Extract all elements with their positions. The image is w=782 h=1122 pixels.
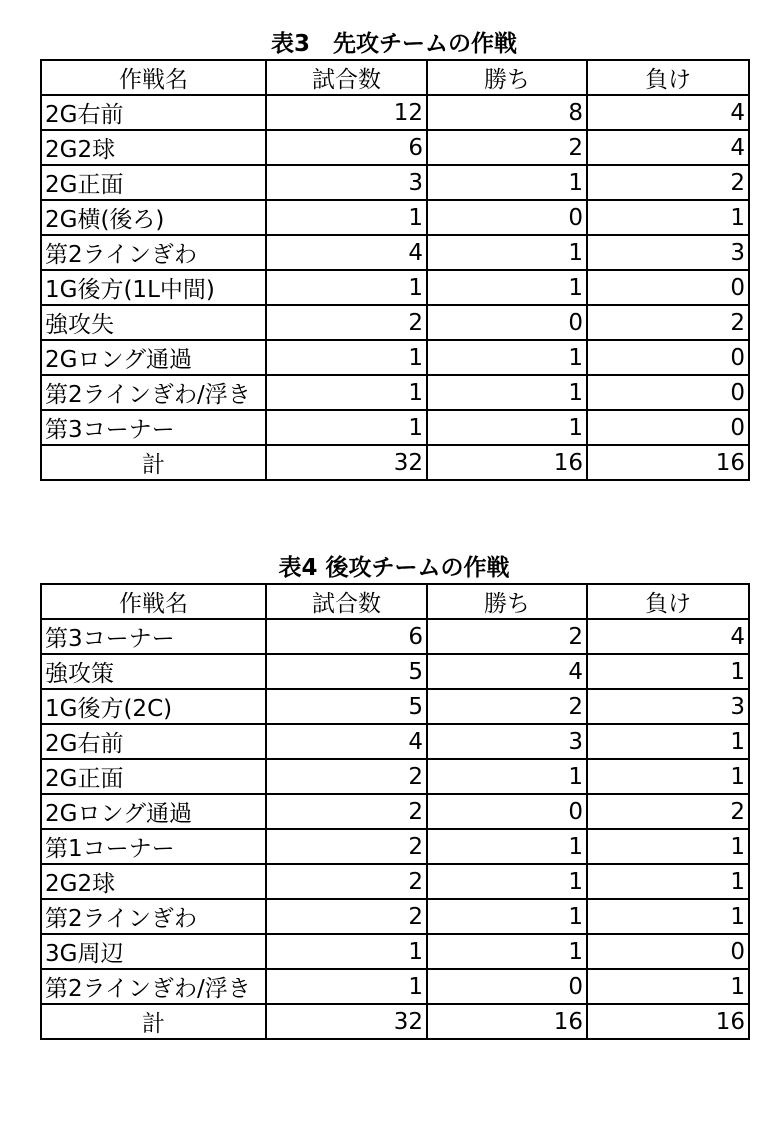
table4-header-games: 試合数 xyxy=(266,584,427,619)
losses-cell: 1 xyxy=(587,759,749,794)
wins-cell: 2 xyxy=(427,689,587,724)
strategy-cell: 第2ラインぎわ xyxy=(41,899,266,934)
games-cell: 5 xyxy=(266,654,427,689)
games-cell: 2 xyxy=(266,899,427,934)
table3-header-losses: 負け xyxy=(587,60,749,95)
losses-cell: 0 xyxy=(587,375,749,410)
strategy-cell: 2G横(後ろ) xyxy=(41,200,266,235)
strategy-cell: 1G後方(1L中間) xyxy=(41,270,266,305)
losses-cell: 1 xyxy=(587,969,749,1004)
wins-cell: 1 xyxy=(427,235,587,270)
strategy-cell: 2Gロング通過 xyxy=(41,340,266,375)
wins-cell: 1 xyxy=(427,340,587,375)
table-row xyxy=(41,340,749,375)
strategy-cell: 第1コーナー xyxy=(41,829,266,864)
games-cell: 2 xyxy=(266,829,427,864)
table-row xyxy=(41,654,749,689)
table-row xyxy=(41,305,749,340)
total-wins: 16 xyxy=(427,445,587,480)
losses-cell: 1 xyxy=(587,899,749,934)
table-row xyxy=(41,899,749,934)
table3-block xyxy=(40,29,748,481)
total-label: 計 xyxy=(41,445,266,480)
games-cell: 1 xyxy=(266,375,427,410)
table4-header-losses: 負け xyxy=(587,584,749,619)
games-cell: 1 xyxy=(266,934,427,969)
table-row xyxy=(41,375,749,410)
wins-cell: 1 xyxy=(427,864,587,899)
games-cell: 3 xyxy=(266,165,427,200)
table-row xyxy=(41,689,749,724)
losses-cell: 0 xyxy=(587,934,749,969)
games-cell: 12 xyxy=(266,95,427,130)
games-cell: 1 xyxy=(266,340,427,375)
games-cell: 1 xyxy=(266,200,427,235)
losses-cell: 3 xyxy=(587,235,749,270)
table4-title: 表4 後攻チームの作戦 xyxy=(278,555,510,581)
wins-cell: 0 xyxy=(427,794,587,829)
strategy-cell: 強攻失 xyxy=(41,305,266,340)
losses-cell: 1 xyxy=(587,724,749,759)
strategy-cell: 強攻策 xyxy=(41,654,266,689)
table3-title: 表3 先攻チームの作戦 xyxy=(270,31,517,57)
strategy-cell: 2Gロング通過 xyxy=(41,794,266,829)
losses-cell: 1 xyxy=(587,654,749,689)
strategy-cell: 2G2球 xyxy=(41,864,266,899)
strategy-cell: 第3コーナー xyxy=(41,619,266,654)
losses-cell: 4 xyxy=(587,619,749,654)
total-games: 32 xyxy=(266,445,427,480)
table-row xyxy=(41,410,749,445)
strategy-cell: 第2ラインぎわ/浮き xyxy=(41,375,266,410)
games-cell: 6 xyxy=(266,619,427,654)
table4-header-strategy: 作戦名 xyxy=(41,584,266,619)
wins-cell: 1 xyxy=(427,165,587,200)
games-cell: 2 xyxy=(266,864,427,899)
wins-cell: 1 xyxy=(427,759,587,794)
wins-cell: 0 xyxy=(427,200,587,235)
total-losses: 16 xyxy=(587,445,749,480)
table-row xyxy=(41,235,749,270)
table4 xyxy=(40,583,750,1040)
games-cell: 4 xyxy=(266,235,427,270)
total-wins: 16 xyxy=(427,1004,587,1039)
strategy-cell: 2G正面 xyxy=(41,759,266,794)
losses-cell: 4 xyxy=(587,130,749,165)
table4-header-row xyxy=(41,584,749,619)
strategy-cell: 2G正面 xyxy=(41,165,266,200)
wins-cell: 4 xyxy=(427,654,587,689)
wins-cell: 0 xyxy=(427,305,587,340)
games-cell: 6 xyxy=(266,130,427,165)
table-row xyxy=(41,619,749,654)
table-row xyxy=(41,200,749,235)
losses-cell: 2 xyxy=(587,794,749,829)
games-cell: 5 xyxy=(266,689,427,724)
table3-total-row xyxy=(41,445,749,480)
total-losses: 16 xyxy=(587,1004,749,1039)
games-cell: 2 xyxy=(266,759,427,794)
wins-cell: 1 xyxy=(427,410,587,445)
table-row xyxy=(41,829,749,864)
table-row xyxy=(41,165,749,200)
table-row xyxy=(41,794,749,829)
wins-cell: 1 xyxy=(427,829,587,864)
table-row xyxy=(41,95,749,130)
losses-cell: 0 xyxy=(587,270,749,305)
wins-cell: 8 xyxy=(427,95,587,130)
table4-header-wins: 勝ち xyxy=(427,584,587,619)
wins-cell: 3 xyxy=(427,724,587,759)
games-cell: 2 xyxy=(266,794,427,829)
strategy-cell: 2G右前 xyxy=(41,724,266,759)
losses-cell: 3 xyxy=(587,689,749,724)
table4-total-row xyxy=(41,1004,749,1039)
strategy-cell: 第2ラインぎわ xyxy=(41,235,266,270)
losses-cell: 1 xyxy=(587,200,749,235)
games-cell: 1 xyxy=(266,410,427,445)
games-cell: 1 xyxy=(266,969,427,1004)
games-cell: 4 xyxy=(266,724,427,759)
table3-header-games: 試合数 xyxy=(266,60,427,95)
strategy-cell: 第3コーナー xyxy=(41,410,266,445)
losses-cell: 2 xyxy=(587,305,749,340)
table3-header-wins: 勝ち xyxy=(427,60,587,95)
table-row xyxy=(41,864,749,899)
wins-cell: 2 xyxy=(427,130,587,165)
table3-header-strategy: 作戦名 xyxy=(41,60,266,95)
losses-cell: 0 xyxy=(587,340,749,375)
losses-cell: 1 xyxy=(587,829,749,864)
strategy-cell: 1G後方(2C) xyxy=(41,689,266,724)
total-label: 計 xyxy=(41,1004,266,1039)
wins-cell: 0 xyxy=(427,969,587,1004)
losses-cell: 2 xyxy=(587,165,749,200)
losses-cell: 0 xyxy=(587,410,749,445)
table-row xyxy=(41,130,749,165)
wins-cell: 1 xyxy=(427,375,587,410)
table3-header-row xyxy=(41,60,749,95)
table-row xyxy=(41,969,749,1004)
wins-cell: 1 xyxy=(427,934,587,969)
wins-cell: 1 xyxy=(427,270,587,305)
wins-cell: 2 xyxy=(427,619,587,654)
strategy-cell: 2G2球 xyxy=(41,130,266,165)
wins-cell: 1 xyxy=(427,899,587,934)
strategy-cell: 3G周辺 xyxy=(41,934,266,969)
games-cell: 1 xyxy=(266,270,427,305)
table3 xyxy=(40,59,750,481)
losses-cell: 4 xyxy=(587,95,749,130)
games-cell: 2 xyxy=(266,305,427,340)
total-games: 32 xyxy=(266,1004,427,1039)
table4-block xyxy=(40,553,748,1040)
strategy-cell: 第2ラインぎわ/浮き xyxy=(41,969,266,1004)
table-row xyxy=(41,724,749,759)
strategy-cell: 2G右前 xyxy=(41,95,266,130)
table-row xyxy=(41,934,749,969)
table-row xyxy=(41,270,749,305)
losses-cell: 1 xyxy=(587,864,749,899)
table-row xyxy=(41,759,749,794)
